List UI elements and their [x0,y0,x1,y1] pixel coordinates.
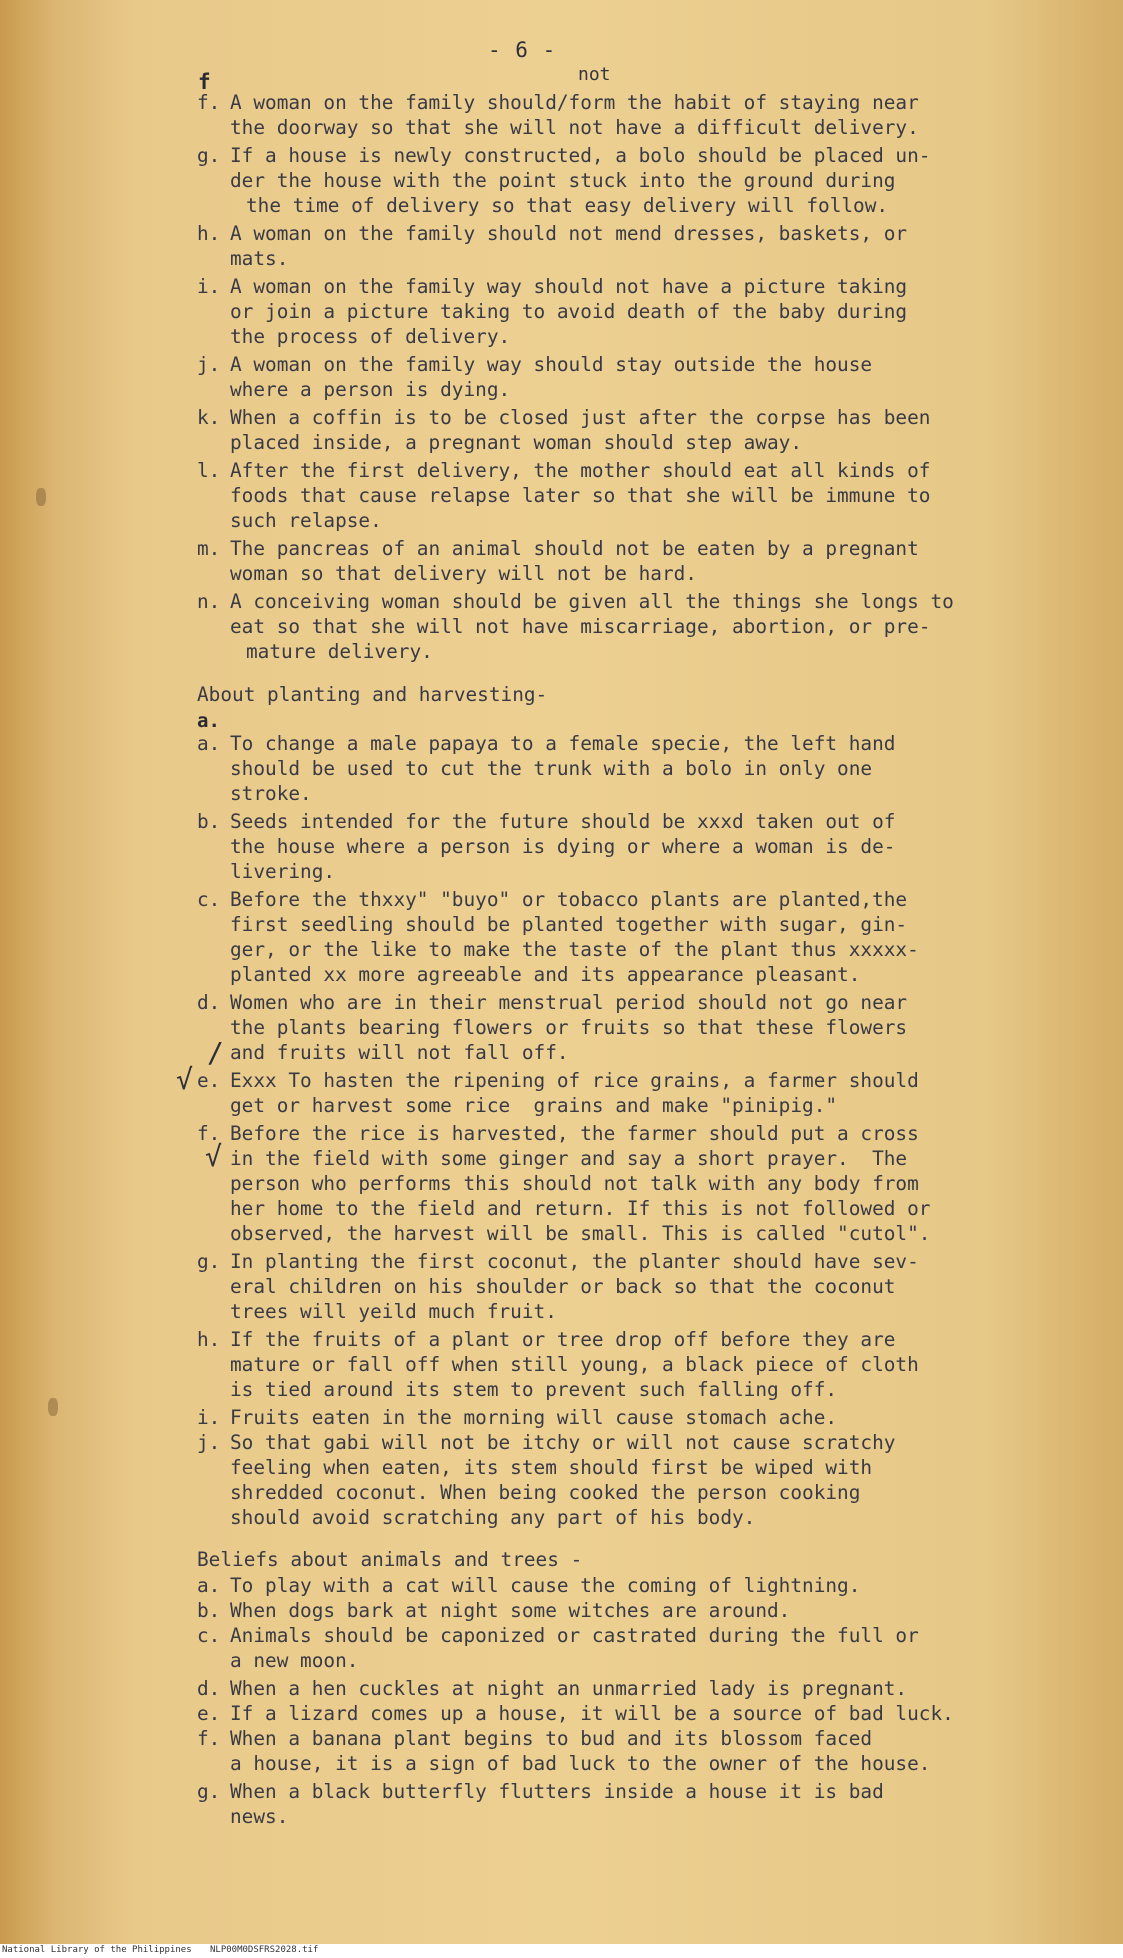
item-letter: d. [197,1677,221,1700]
item-line: After the first delivery, the mother should eat all kinds of [230,459,931,482]
item-line: should avoid scratching any part of his body. [230,1506,756,1529]
item-line: a new moon. [230,1649,359,1672]
item-line: stroke. [230,782,312,805]
item-letter: e. [197,1069,221,1092]
item-line: shredded coconut. When being cooked the person cooking [230,1481,861,1504]
item-letter: i. [197,1406,221,1429]
item-letter: g. [197,1780,221,1803]
item-letter: e. [197,1702,221,1725]
item-line: mature or fall off when still young, a black piece of cloth [230,1353,919,1376]
item-letter: b. [197,1599,221,1622]
item-line: Exxx To hasten the ripening of rice grains, a farmer should [230,1069,919,1092]
item-letter: f. [197,1122,221,1145]
item-line: The pancreas of an animal should not be eaten by a pregnant [230,537,919,560]
item-line: A woman on the family should not mend dresses, baskets, or [230,222,908,245]
item-line: When dogs bark at night some witches are around. [230,1599,791,1622]
item-line: eral children on his shoulder or back so that the coconut [230,1275,896,1298]
item-line: news. [230,1805,289,1828]
item-letter: g. [197,144,221,167]
item-line: the doorway so that she will not have a difficult delivery. [230,116,919,139]
item-letter: m. [197,537,221,560]
item-letter: g. [197,1250,221,1273]
item-line: livering. [230,860,336,883]
item-letter: a. [197,732,221,755]
item-line: A conceiving woman should be given all the things she longs to [230,590,954,613]
scan-footer [0,1944,1123,1958]
item-line: Before the rice is harvested, the farmer should put a cross [230,1122,919,1145]
item-line: Women who are in their menstrual period should not go near [230,991,908,1014]
section-heading: Beliefs about animals and trees - [197,1548,583,1571]
item-letter: j. [197,353,221,376]
item-letter: n. [197,590,221,613]
item-line: get or harvest some rice grains and make "pinipig." [230,1094,838,1117]
item-letter: j. [197,1431,221,1454]
item-line: der the house with the point stuck into the ground during [230,169,896,192]
item-line: in the field with some ginger and say a short prayer. The [230,1147,908,1170]
item-line: Before the thxxy" "buyo" or tobacco plants are planted,the [230,888,908,911]
item-line: Seeds intended for the future should be xxxd taken out of [230,810,896,833]
item-letter: i. [197,275,221,298]
item-letter: l. [197,459,221,482]
page-number: - 6 - [488,38,557,62]
handwritten-check-icon: / [207,1036,224,1069]
item-letter: h. [197,1328,221,1351]
item-line: or join a picture taking to avoid death of the baby during [230,300,908,323]
item-line: the house where a person is dying or where a woman is de- [230,835,896,858]
item-letter: h. [197,222,221,245]
item-line: planted xx more agreeable and its appearance pleasant. [230,963,861,986]
item-letter: f. [197,91,221,114]
item-line: If the fruits of a plant or tree drop off before they are [230,1328,896,1351]
section-heading: About planting and harvesting- [197,683,548,706]
paper-speck [48,1398,58,1416]
item-line: When a hen cuckles at night an unmarried lady is pregnant. [230,1677,908,1700]
item-line: the process of delivery. [230,325,511,348]
item-line: To play with a cat will cause the coming of lightning. [230,1574,861,1597]
item-line: first seedling should be planted together with sugar, gin- [230,913,908,936]
item-line: the plants bearing flowers or fruits so that these flowers [230,1016,908,1039]
item-line: foods that cause relapse later so that she will be immune to [230,484,931,507]
item-line: ger, or the like to make the taste of the plant thus xxxxx- [230,938,919,961]
item-line: Fruits eaten in the morning will cause stomach ache. [230,1406,838,1429]
item-line: A woman on the family way should stay outside the house [230,353,873,376]
item-line: When a banana plant begins to bud and its blossom faced [230,1727,873,1750]
item-letter: k. [197,406,221,429]
item-line: trees will yeild much fruit. [230,1300,557,1323]
handwritten-insert: not [578,64,611,85]
stray-typed-mark: a. [197,710,220,732]
item-line: eat so that she will not have miscarriage, abortion, or pre- [230,615,931,638]
paper-speck [36,488,46,506]
item-line: observed, the harvest will be small. This is called "cutol". [230,1222,931,1245]
item-letter: c. [197,888,221,911]
item-line: To change a male papaya to a female specie, the left hand [230,732,896,755]
item-line: woman so that delivery will not be hard. [230,562,697,585]
item-line: When a black butterfly flutters inside a house it is bad [230,1780,884,1803]
item-line: If a lizard comes up a house, it will be a source of bad luck. [230,1702,954,1725]
item-line: mature delivery. [246,640,433,663]
item-line: A woman on the family way should not have a picture taking [230,275,908,298]
footer-filename: NLP00M0DSFRS2028.tif [210,1945,319,1955]
item-line: mats. [230,247,289,270]
margin-mark: f [198,70,211,94]
item-line: should be used to cut the trunk with a bolo in only one [230,757,873,780]
handwritten-check-icon: √ [205,1140,222,1173]
item-line: the time of delivery so that easy delivery will follow. [246,194,889,217]
item-letter: b. [197,810,221,833]
item-line: a house, it is a sign of bad luck to the owner of the house. [230,1752,931,1775]
item-line: A woman on the family should/form the habit of staying near [230,91,919,114]
item-line: and fruits will not fall off. [230,1041,569,1064]
item-line: her home to the field and return. If this is not followed or [230,1197,931,1220]
item-line: where a person is dying. [230,378,511,401]
item-line: placed inside, a pregnant woman should step away. [230,431,803,454]
item-line: Animals should be caponized or castrated during the full or [230,1624,919,1647]
item-line: If a house is newly constructed, a bolo should be placed un- [230,144,931,167]
item-line: When a coffin is to be closed just after the corpse has been [230,406,931,429]
footer-library: National Library of the Philippines [2,1945,192,1955]
item-line: In planting the first coconut, the planter should have sev- [230,1250,919,1273]
item-line: feeling when eaten, its stem should first be wiped with [230,1456,873,1479]
item-letter: a. [197,1574,221,1597]
item-line: is tied around its stem to prevent such falling off. [230,1378,838,1401]
item-line: person who performs this should not talk with any body from [230,1172,919,1195]
item-line: such relapse. [230,509,382,532]
item-letter: c. [197,1624,221,1647]
item-letter: f. [197,1727,221,1750]
item-letter: d. [197,991,221,1014]
handwritten-check-icon: √ [176,1063,193,1096]
item-line: So that gabi will not be itchy or will not cause scratchy [230,1431,896,1454]
